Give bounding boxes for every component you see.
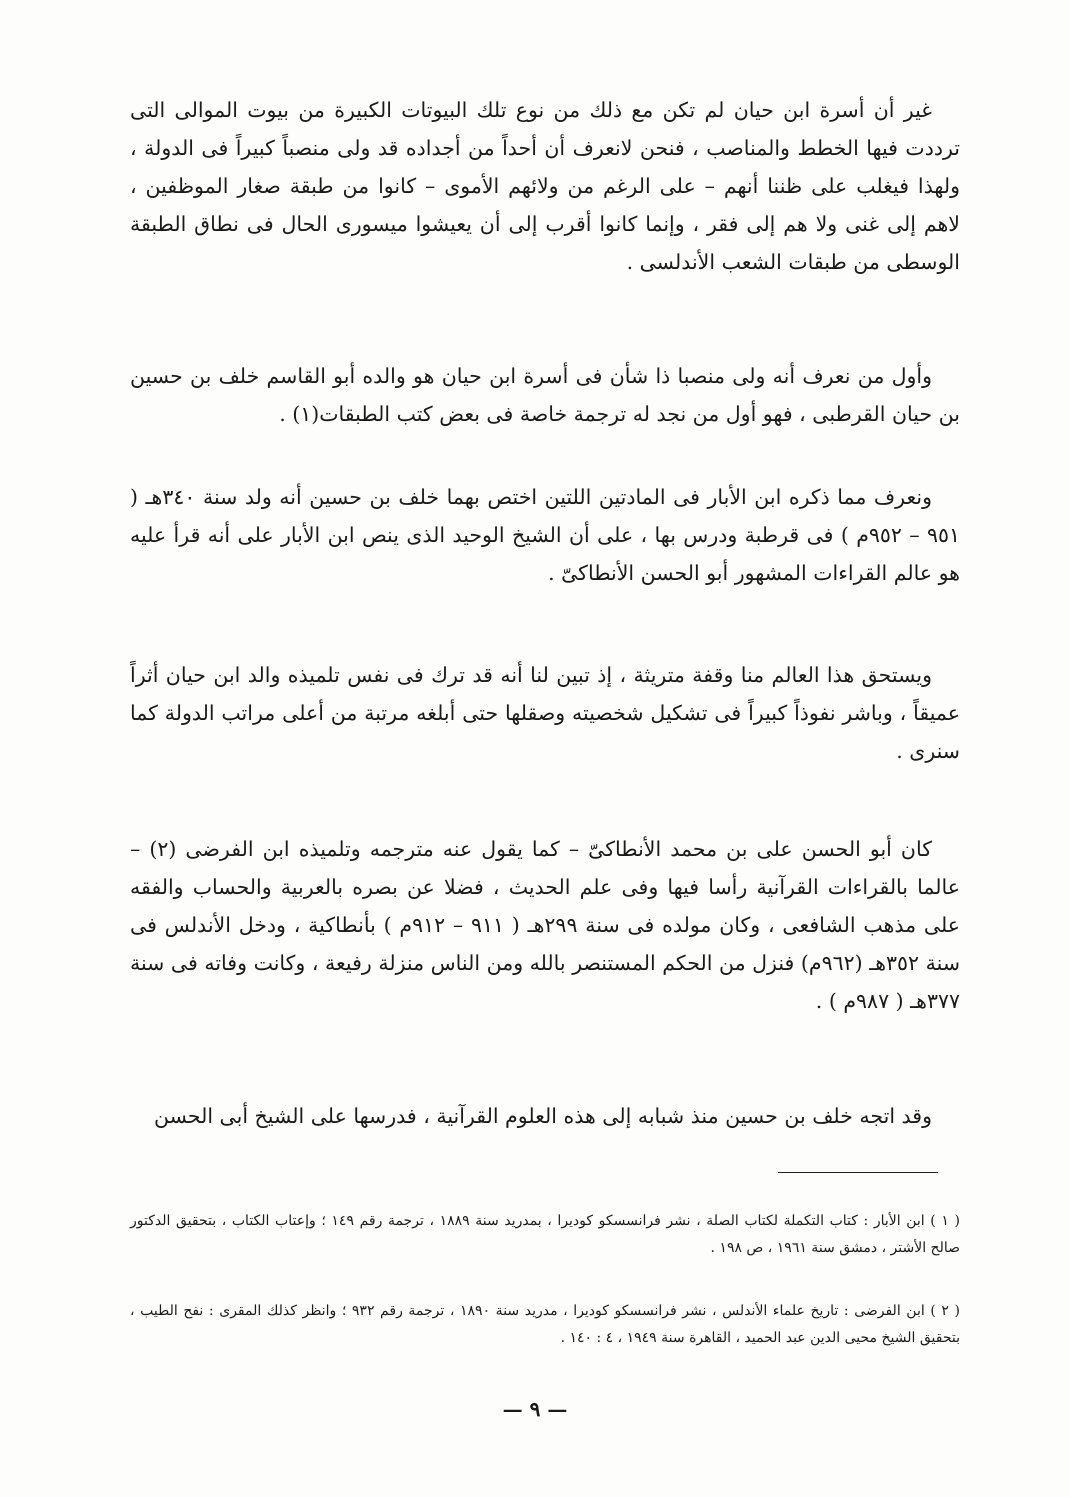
body-paragraph-1 xyxy=(130,91,960,281)
paragraph-text: كان أبو الحسن على بن محمد الأنطاكىّ – كما يقول عنه مترجمه وتلميذه ابن الفرضى (٢) – عالما بالقراءات القرآنية رأسا فيها وفى علم الحديث ، فضلا عن بصره بالعربية والحساب والفقه على مذهب الشافعى ، وكان مولده فى سنة ٢٩٩هـ ( ٩١١ – ٩١٢م ) بأنطاكية ، ودخل الأندلس فى سنة ٣٥٢هـ (٩٦٢م) فنزل من الحكم المستنصر بالله ومن الناس منزلة رفيعة ، وكانت وفاته فى سنة ٣٧٧هـ ( ٩٨٧م ) . xyxy=(130,837,960,1013)
paragraph-text: ويستحق هذا العالم منا وقفة متريثة ، إذ تبين لنا أنه قد ترك فى نفس تلميذه والد ابن حيان أثراً عميقاً ، وباشر نفوذاً كبيراً فى تشكيل شخصيته وصقلها حتى أبلغه مرتبة من أعلى مراتب الدولة كما سنرى . xyxy=(130,663,960,763)
body-paragraph-4 xyxy=(130,656,960,770)
footnote-text: ( ٢ ) ابن الفرضى : تاريخ علماء الأندلس ، نشر فرانسسكو كوديرا ، مدريد سنة ١٨٩٠ ، ترجمة رقم ٩٣٢ ؛ وانظر كذلك المقرى : نفح الطيب ، بتحقيق الشيخ محيى الدين عبد الحميد ، القاهرة سنة ١٩٤٩ ، ٤ : ١٤٠ . xyxy=(130,1303,960,1346)
footnote-1 xyxy=(130,1208,960,1262)
paragraph-text: ونعرف مما ذكره ابن الأبار فى المادتين اللتين اختص بهما خلف بن حسين أنه ولد سنة ٣٤٠هـ ( ٩٥١ – ٩٥٢م ) فى قرطبة ودرس بها ، على أن الشيخ الوحيد الذى ينص ابن الأبار على أنه قرأ عليه هو عالم القراءات المشهور أبو الحسن الأنطاكىّ . xyxy=(130,485,960,585)
body-paragraph-5 xyxy=(130,830,960,1020)
body-paragraph-2 xyxy=(130,357,960,433)
body-paragraph-6 xyxy=(130,1097,960,1135)
paragraph-text: وأول من نعرف أنه ولى منصبا ذا شأن فى أسرة ابن حيان هو والده أبو القاسم خلف بن حسين بن حيان القرطبى ، فهو أول من نجد له ترجمة خاصة فى بعض كتب الطبقات(١) . xyxy=(130,364,960,426)
paragraph-text: وقد اتجه خلف بن حسين منذ شبابه إلى هذه العلوم القرآنية ، فدرسها على الشيخ أبى الحسن xyxy=(153,1104,932,1128)
footnote-separator xyxy=(778,1172,938,1173)
page-number: — ٩ — xyxy=(502,1397,568,1421)
paragraph-text: غير أن أسرة ابن حيان لم تكن مع ذلك من نوع تلك البيوتات الكبيرة من بيوت الموالى التى ترددت فيها الخطط والمناصب ، فنحن لانعرف أن أحداً من أجداده قد ولى منصباً كبيراً فى الدولة ، ولهذا فيغلب على ظننا أنهم – على الرغم من ولائهم الأموى – كانوا من طبقة صغار الموظفين ، لاهم إلى غنى ولا هم إلى فقر ، وإنما كانوا أقرب إلى أن يعيشوا ميسورى الحال فى نطاق الطبقة الوسطى من طبقات الشعب الأندلسى . xyxy=(130,98,960,274)
body-paragraph-3 xyxy=(130,478,960,592)
footnote-2 xyxy=(130,1298,960,1352)
footnote-text: ( ١ ) ابن الأبار : كتاب التكملة لكتاب الصلة ، نشر فرانسسكو كوديرا ، بمدريد سنة ١٨٨٩ ، ترجمة رقم ١٤٩ ؛ وإعتاب الكتاب ، بتحقيق الدكتور صالح الأشتر ، دمشق سنة ١٩٦١ ، ص ١٩٨ . xyxy=(130,1213,960,1256)
